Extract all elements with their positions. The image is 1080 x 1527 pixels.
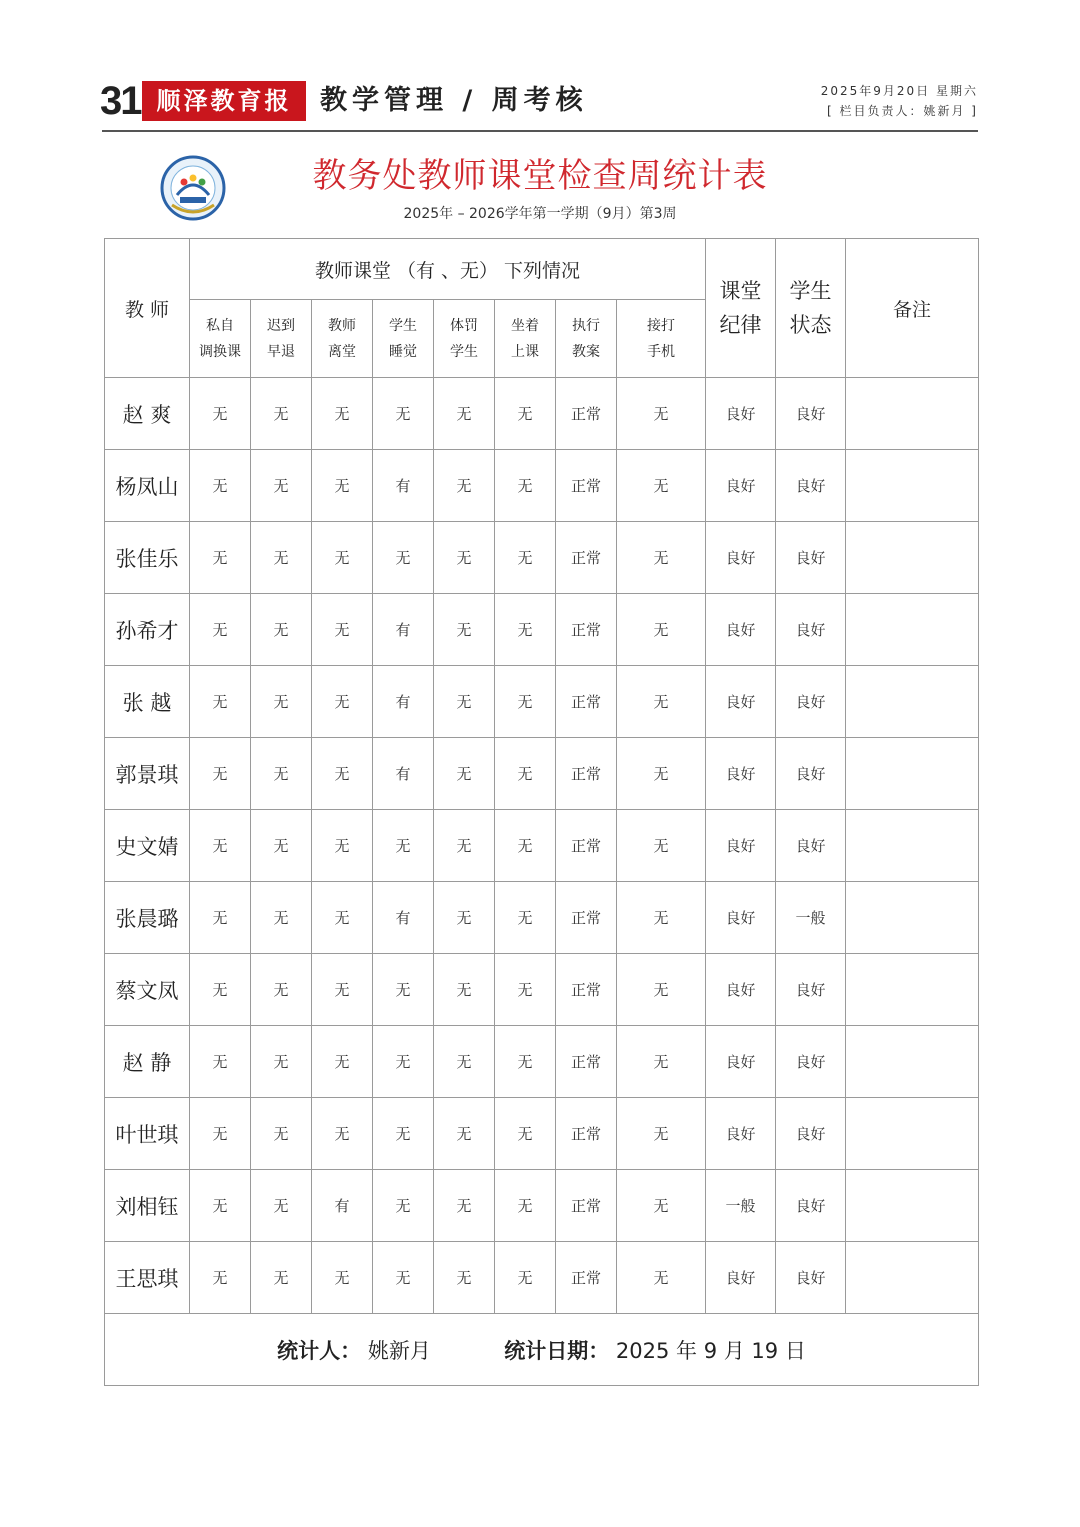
table-cell: 无 <box>434 1026 495 1098</box>
table-cell: 无 <box>495 666 556 738</box>
remarks-cell <box>846 666 979 738</box>
table-cell: 良好 <box>776 1026 846 1098</box>
table-cell: 正常 <box>556 666 617 738</box>
table-cell: 良好 <box>706 810 776 882</box>
table-row <box>105 378 979 450</box>
table-cell: 无 <box>312 1242 373 1314</box>
table-cell: 良好 <box>776 1242 846 1314</box>
table-cell: 无 <box>617 1098 706 1170</box>
table-cell: 无 <box>190 522 251 594</box>
table-cell: 无 <box>617 666 706 738</box>
remarks-cell <box>846 738 979 810</box>
table-row <box>105 666 979 738</box>
table-cell: 正常 <box>556 882 617 954</box>
column-editor: [ 栏目负责人：姚新月 ] <box>827 104 978 118</box>
teacher-name: 杨凤山 <box>105 450 190 522</box>
remarks-cell <box>846 954 979 1026</box>
table-cell: 良好 <box>706 882 776 954</box>
remarks-cell <box>846 450 979 522</box>
table-cell: 良好 <box>706 594 776 666</box>
teacher-name: 张佳乐 <box>105 522 190 594</box>
table-cell: 无 <box>251 378 312 450</box>
table-cell: 无 <box>617 738 706 810</box>
table-cell: 正常 <box>556 522 617 594</box>
teacher-name: 史文婧 <box>105 810 190 882</box>
sub-header-line: 离堂 <box>328 343 356 360</box>
table-row <box>105 882 979 954</box>
table-cell: 无 <box>495 738 556 810</box>
table-cell: 无 <box>251 738 312 810</box>
table-cell: 无 <box>190 1242 251 1314</box>
stat-date-value: 2025 年 9 月 19 日 <box>615 1338 806 1363</box>
table-cell: 无 <box>190 1098 251 1170</box>
table-cell: 正常 <box>556 1026 617 1098</box>
remarks-cell <box>846 882 979 954</box>
stat-date-label: 统计日期： <box>504 1338 610 1363</box>
table-cell: 良好 <box>706 954 776 1026</box>
table-cell: 无 <box>617 450 706 522</box>
table-cell: 正常 <box>556 378 617 450</box>
teacher-name: 刘相钰 <box>105 1170 190 1242</box>
table-cell: 良好 <box>776 1098 846 1170</box>
table-cell: 正常 <box>556 1170 617 1242</box>
table-cell: 无 <box>495 594 556 666</box>
table-cell: 无 <box>617 810 706 882</box>
table-cell: 无 <box>495 1170 556 1242</box>
page-number: 31 <box>100 79 141 123</box>
table-cell: 良好 <box>776 594 846 666</box>
table-cell: 无 <box>251 1170 312 1242</box>
table-row <box>105 1170 979 1242</box>
table-cell: 无 <box>495 882 556 954</box>
table-cell: 无 <box>251 1098 312 1170</box>
table-cell: 无 <box>373 1098 434 1170</box>
table-row <box>105 954 979 1026</box>
remarks-cell <box>846 1242 979 1314</box>
table-cell: 有 <box>373 594 434 666</box>
table-cell: 无 <box>373 1026 434 1098</box>
discipline-header-line2: 纪律 <box>719 313 762 337</box>
table-cell: 无 <box>495 1242 556 1314</box>
table-cell: 无 <box>434 522 495 594</box>
table-cell: 正常 <box>556 594 617 666</box>
table-cell: 无 <box>312 1098 373 1170</box>
sub-header-line: 睡觉 <box>389 343 417 360</box>
table-cell: 无 <box>434 738 495 810</box>
table-cell: 正常 <box>556 954 617 1026</box>
table-cell: 无 <box>617 522 706 594</box>
teacher-name: 赵 爽 <box>105 378 190 450</box>
table-cell: 无 <box>434 1098 495 1170</box>
sub-header-line: 上课 <box>511 343 539 360</box>
table-cell: 正常 <box>556 1242 617 1314</box>
table-cell: 无 <box>251 1026 312 1098</box>
table-cell: 无 <box>617 1242 706 1314</box>
sub-header-2 <box>312 300 373 378</box>
table-row <box>105 810 979 882</box>
table-cell: 有 <box>312 1170 373 1242</box>
teacher-name: 叶世琪 <box>105 1098 190 1170</box>
sub-header-line: 学生 <box>450 343 478 360</box>
statistician-label: 统计人： <box>277 1338 362 1363</box>
table-cell: 无 <box>312 450 373 522</box>
table-row <box>105 1098 979 1170</box>
table-cell: 良好 <box>706 1242 776 1314</box>
header-divider <box>102 130 978 132</box>
inspection-table <box>104 238 979 1386</box>
newspaper-masthead: 顺泽教育报 <box>142 81 306 121</box>
sub-header-line: 教师 <box>328 317 356 334</box>
table-cell: 有 <box>373 882 434 954</box>
teacher-name: 蔡文凤 <box>105 954 190 1026</box>
teacher-name: 郭景琪 <box>105 738 190 810</box>
table-cell: 无 <box>495 810 556 882</box>
table-cell: 良好 <box>706 378 776 450</box>
table-cell: 无 <box>617 378 706 450</box>
school-logo-icon <box>160 155 226 221</box>
teacher-name: 孙希才 <box>105 594 190 666</box>
table-cell: 无 <box>190 378 251 450</box>
table-cell: 正常 <box>556 450 617 522</box>
table-cell: 无 <box>190 882 251 954</box>
table-cell: 无 <box>434 954 495 1026</box>
sub-header-line: 早退 <box>267 343 295 360</box>
teacher-name: 赵 静 <box>105 1026 190 1098</box>
table-cell: 无 <box>434 450 495 522</box>
teacher-header: 教 师 <box>105 239 190 378</box>
teacher-name: 王思琪 <box>105 1242 190 1314</box>
table-cell: 无 <box>495 450 556 522</box>
table-cell: 无 <box>312 810 373 882</box>
sub-header-7 <box>617 300 706 378</box>
student-status-header <box>776 239 846 378</box>
table-cell: 无 <box>312 1026 373 1098</box>
table-cell: 有 <box>373 450 434 522</box>
table-cell: 无 <box>251 1242 312 1314</box>
table-cell: 无 <box>434 666 495 738</box>
table-cell: 良好 <box>776 810 846 882</box>
table-cell: 良好 <box>776 666 846 738</box>
remarks-cell <box>846 522 979 594</box>
sub-header-5 <box>495 300 556 378</box>
table-cell: 无 <box>434 594 495 666</box>
table-cell: 无 <box>495 522 556 594</box>
table-cell: 无 <box>495 954 556 1026</box>
page-header <box>100 78 978 130</box>
sub-header-line: 教案 <box>572 343 600 360</box>
table-cell: 无 <box>434 810 495 882</box>
table-cell: 无 <box>617 1170 706 1242</box>
table-cell: 良好 <box>776 378 846 450</box>
sub-header-line: 迟到 <box>267 317 295 334</box>
issue-date: 2025年9月20日 星期六 <box>820 84 978 98</box>
table-cell: 良好 <box>706 522 776 594</box>
table-cell: 有 <box>373 666 434 738</box>
table-cell: 良好 <box>776 954 846 1026</box>
remarks-header: 备注 <box>846 239 979 378</box>
table-row <box>105 1026 979 1098</box>
sub-header-line: 学生 <box>389 317 417 334</box>
remarks-cell <box>846 1098 979 1170</box>
group-header: 教师课堂 （有 、无） 下列情况 <box>190 239 706 300</box>
table-cell: 良好 <box>706 738 776 810</box>
table-footer <box>105 1314 979 1386</box>
table-cell: 无 <box>312 882 373 954</box>
table-cell: 无 <box>312 738 373 810</box>
table-cell: 无 <box>190 954 251 1026</box>
table-cell: 无 <box>190 810 251 882</box>
table-cell: 无 <box>312 594 373 666</box>
table-row <box>105 450 979 522</box>
table-cell: 无 <box>190 666 251 738</box>
sub-header-1 <box>251 300 312 378</box>
sub-header-line: 坐着 <box>511 317 539 334</box>
table-cell: 良好 <box>706 1098 776 1170</box>
sub-header-0 <box>190 300 251 378</box>
table-cell: 无 <box>434 378 495 450</box>
table-cell: 无 <box>190 450 251 522</box>
table-cell: 一般 <box>776 882 846 954</box>
table-cell: 无 <box>373 954 434 1026</box>
table-cell: 无 <box>251 954 312 1026</box>
remarks-cell <box>846 378 979 450</box>
document-title: 教务处教师课堂检查周统计表 <box>312 156 768 196</box>
table-cell: 良好 <box>776 450 846 522</box>
table-cell: 无 <box>251 450 312 522</box>
table-cell: 正常 <box>556 1098 617 1170</box>
table-cell: 无 <box>190 594 251 666</box>
statistician-name: 姚新月 <box>367 1338 431 1363</box>
table-cell: 无 <box>190 738 251 810</box>
document-subtitle: 2025年 – 2026学年第一学期（9月）第3周 <box>403 206 677 222</box>
table-cell: 良好 <box>776 522 846 594</box>
table-cell: 无 <box>312 954 373 1026</box>
table-cell: 良好 <box>706 1026 776 1098</box>
remarks-cell <box>846 810 979 882</box>
table-cell: 无 <box>312 666 373 738</box>
remarks-cell <box>846 1170 979 1242</box>
discipline-header <box>706 239 776 378</box>
remarks-cell <box>846 1026 979 1098</box>
sub-header-line: 手机 <box>647 343 675 360</box>
table-cell: 无 <box>434 1242 495 1314</box>
sub-header-line: 接打 <box>647 317 675 334</box>
table-cell: 正常 <box>556 738 617 810</box>
table-cell: 良好 <box>706 450 776 522</box>
table-cell: 无 <box>373 810 434 882</box>
table-row <box>105 522 979 594</box>
table-cell: 无 <box>312 378 373 450</box>
table-cell: 无 <box>617 594 706 666</box>
table-cell: 良好 <box>776 1170 846 1242</box>
table-cell: 无 <box>495 1098 556 1170</box>
table-cell: 无 <box>251 594 312 666</box>
table-row <box>105 1242 979 1314</box>
teacher-name: 张 越 <box>105 666 190 738</box>
table-cell: 无 <box>617 954 706 1026</box>
table-cell: 良好 <box>706 666 776 738</box>
table-row <box>105 738 979 810</box>
status-header-line2: 状态 <box>789 313 832 337</box>
table-cell: 无 <box>617 882 706 954</box>
table-cell: 无 <box>251 810 312 882</box>
table-cell: 无 <box>190 1170 251 1242</box>
table-cell: 无 <box>373 1242 434 1314</box>
table-cell: 无 <box>434 882 495 954</box>
sub-header-3 <box>373 300 434 378</box>
table-cell: 正常 <box>556 810 617 882</box>
table-cell: 无 <box>434 1170 495 1242</box>
table-cell: 无 <box>617 1026 706 1098</box>
section-title: 教学管理 / 周考核 <box>320 85 588 116</box>
sub-header-line: 执行 <box>572 317 600 334</box>
sub-header-line: 调换课 <box>199 343 241 360</box>
table-row <box>105 594 979 666</box>
sub-header-line: 体罚 <box>450 317 478 334</box>
table-cell: 无 <box>373 378 434 450</box>
table-cell: 无 <box>312 522 373 594</box>
table-cell: 有 <box>373 738 434 810</box>
table-cell: 无 <box>190 1026 251 1098</box>
sub-header-4 <box>434 300 495 378</box>
table-cell: 无 <box>251 882 312 954</box>
table-cell: 无 <box>251 666 312 738</box>
sub-header-line: 私自 <box>206 317 234 334</box>
table-cell: 无 <box>495 1026 556 1098</box>
discipline-header-line1: 课堂 <box>719 279 762 303</box>
table-cell: 良好 <box>776 738 846 810</box>
status-header-line1: 学生 <box>789 279 832 303</box>
remarks-cell <box>846 594 979 666</box>
table-cell: 无 <box>373 522 434 594</box>
table-cell: 无 <box>495 378 556 450</box>
teacher-name: 张晨璐 <box>105 882 190 954</box>
table-cell: 无 <box>251 522 312 594</box>
sub-header-6 <box>556 300 617 378</box>
table-cell: 无 <box>373 1170 434 1242</box>
table-cell: 一般 <box>706 1170 776 1242</box>
